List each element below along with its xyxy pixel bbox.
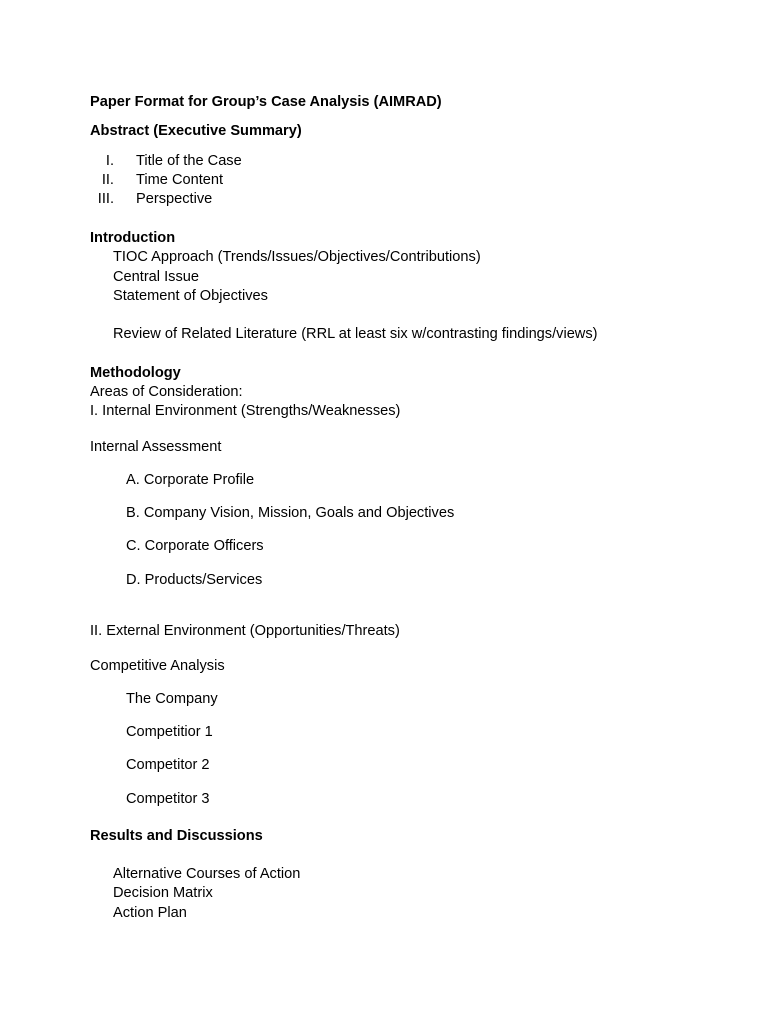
- document-title: Paper Format for Group’s Case Analysis (AIMRAD): [90, 94, 442, 110]
- results-item: Action Plan: [113, 905, 187, 921]
- internal-item: A. Corporate Profile: [126, 472, 255, 488]
- introduction-heading: Introduction: [90, 230, 176, 246]
- abstract-heading: Abstract (Executive Summary): [90, 123, 302, 139]
- internal-assessment: Internal Assessment: [90, 439, 222, 455]
- rrl-item: Review of Related Literature (RRL at least six w/contrasting findings/views): [113, 326, 598, 342]
- internal-environment: I. Internal Environment (Strengths/Weaknesses): [90, 403, 401, 419]
- internal-item: D. Products/Services: [126, 572, 263, 588]
- competitive-item: Competitior 1: [126, 724, 213, 740]
- methodology-heading: Methodology: [90, 365, 181, 381]
- competitive-analysis: Competitive Analysis: [90, 658, 225, 674]
- abstract-item-text: Title of the Case: [136, 153, 242, 169]
- competitive-item: Competitor 2: [126, 757, 210, 773]
- introduction-item: Central Issue: [113, 269, 199, 285]
- abstract-item-number: I.: [105, 153, 114, 169]
- introduction-item: TIOC Approach (Trends/Issues/Objectives/Contributions): [113, 249, 481, 265]
- abstract-item-number: II.: [101, 172, 114, 188]
- results-item: Alternative Courses of Action: [113, 866, 301, 882]
- competitive-item: The Company: [126, 691, 218, 707]
- internal-item: B. Company Vision, Mission, Goals and Objectives: [126, 505, 455, 521]
- competitive-item: Competitor 3: [126, 791, 210, 807]
- abstract-item-number: III.: [97, 191, 114, 207]
- external-environment: II. External Environment (Opportunities/Threats): [90, 623, 400, 639]
- results-heading: Results and Discussions: [90, 828, 263, 844]
- internal-item: C. Corporate Officers: [126, 538, 264, 554]
- abstract-item-text: Time Content: [136, 172, 224, 188]
- areas-label: Areas of Consideration:: [90, 384, 243, 400]
- results-item: Decision Matrix: [113, 885, 213, 901]
- abstract-item-text: Perspective: [136, 191, 213, 207]
- introduction-item: Statement of Objectives: [113, 288, 268, 304]
